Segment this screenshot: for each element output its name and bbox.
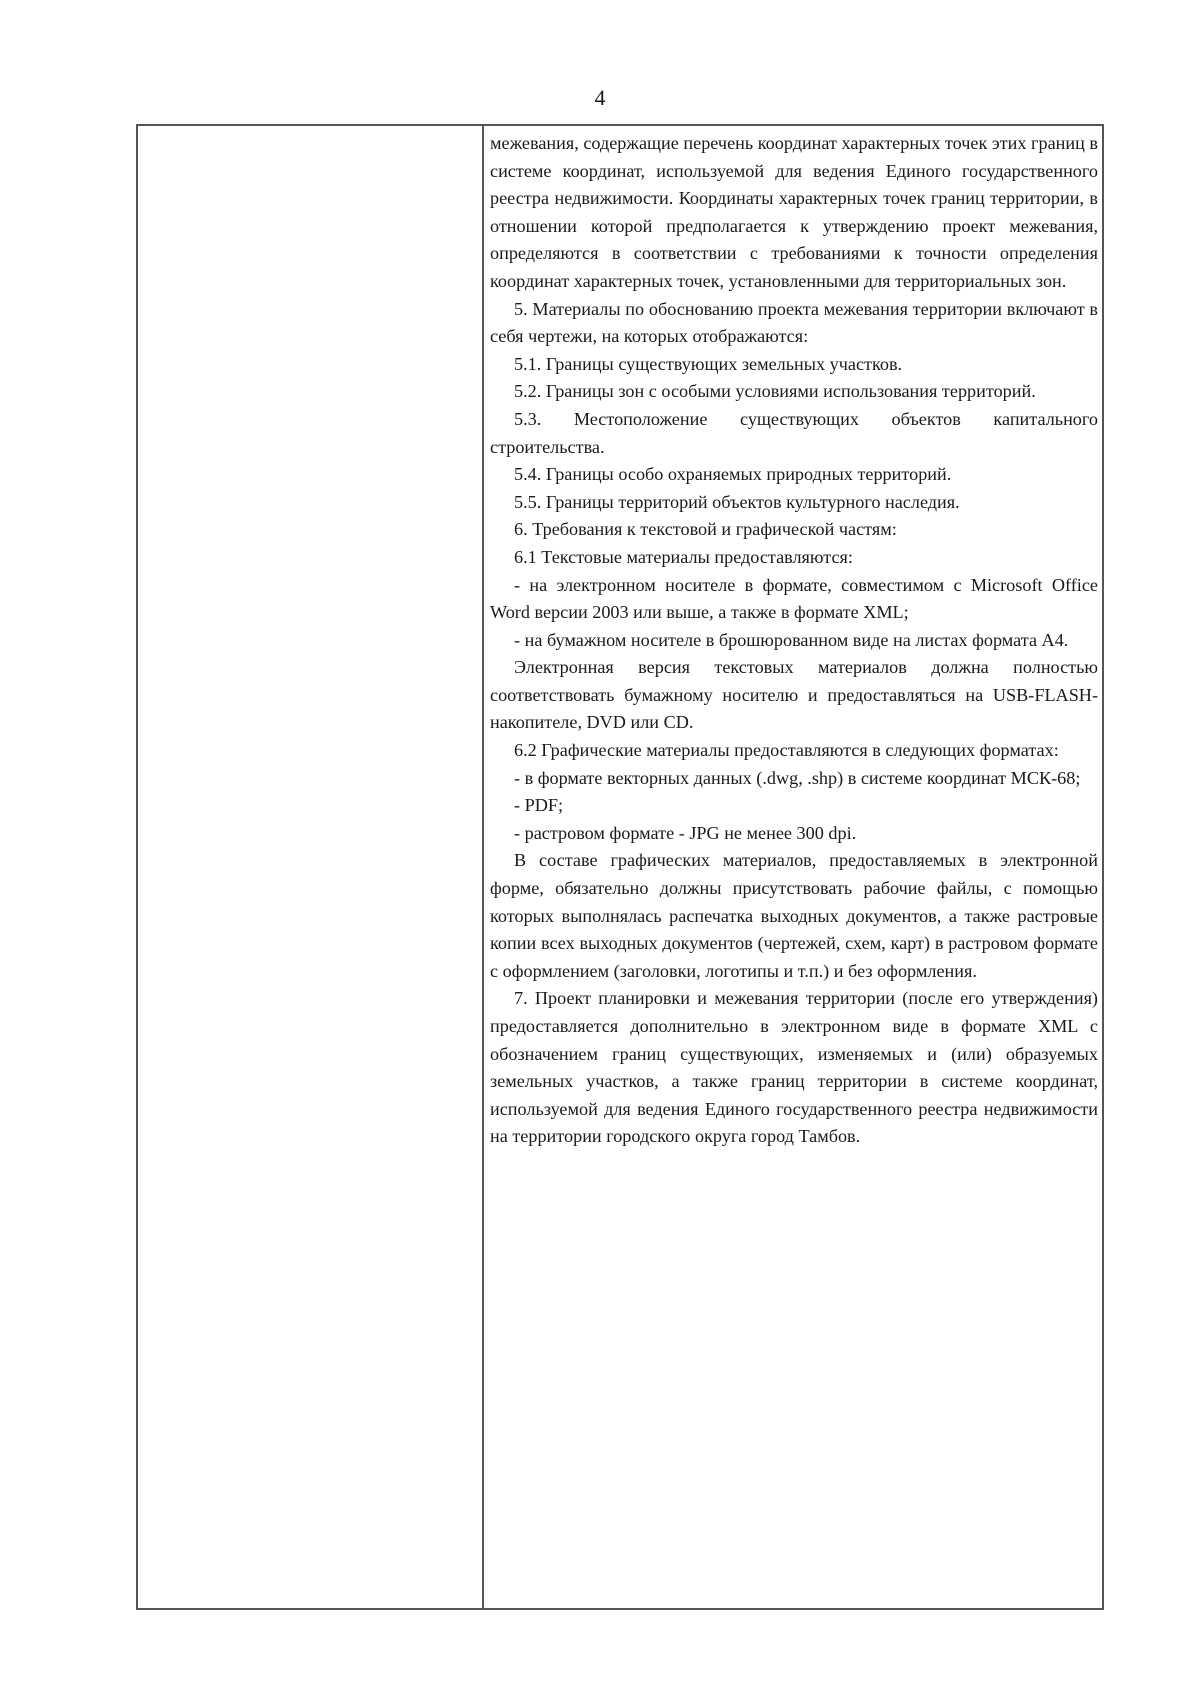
paragraph: 6.1 Текстовые материалы предоставляются:: [514, 546, 853, 567]
paragraph: 6.2 Графические материалы предоставляются в следующих форматах:: [514, 740, 1059, 761]
paragraph: 6. Требования к текстовой и графической частям:: [514, 519, 897, 540]
paragraph: Электронная версия текстовых материалов должна полностью соответствовать бумажному носителю и предоставляться на USB-FLASH-накопителе, DVD или CD.: [490, 657, 1098, 733]
table-left-cell: [138, 126, 484, 1608]
paragraph: В составе графических материалов, предоставляемых в электронной форме, обязательно должны присутствовать рабочие файлы, с помощью которых выполнялась распечатка выходных документов, а также растровые копии всех выходных документов (чертежей, схем, карт) в растровом формате с оформлением (заголовки, логотипы и т.п.) и без оформления.: [490, 850, 1098, 981]
paragraph: 5.4. Границы особо охраняемых природных территорий.: [514, 464, 952, 485]
paragraph: - на электронном носителе в формате, совместимом с Microsoft Office Word версии 2003 или выше, а также в формате XML;: [490, 574, 1098, 623]
paragraph: 5.3. Местоположение существующих объектов капитального строительства.: [490, 408, 1098, 457]
paragraph: - PDF;: [514, 795, 564, 816]
paragraph: 5. Материалы по обоснованию проекта межевания территории включают в себя чертежи, на которых отображаются:: [490, 298, 1098, 347]
paragraph: 5.5. Границы территорий объектов культурного наследия.: [514, 491, 960, 512]
paragraph: 5.2. Границы зон с особыми условиями использования территорий.: [514, 381, 1036, 402]
table-right-cell: [484, 126, 1102, 1608]
paragraph: 5.1. Границы существующих земельных участков.: [514, 353, 903, 374]
document-table: [136, 124, 1104, 1610]
paragraph: - на бумажном носителе в брошюрованном виде на листах формата А4.: [514, 629, 1069, 650]
paragraph: - в формате векторных данных (.dwg, .shp) в системе координат МСК-68;: [514, 767, 1081, 788]
page-number: 4: [594, 85, 606, 110]
paragraph: межевания, содержащие перечень координат характерных точек этих границ в системе координат, используемой для ведения Единого государственного реестра недвижимости. Координаты характерных точек границ территории, в отношении которой предполагается к утверждению проект межевания, определяются в соответствии с требованиями к точности определения координат характерных точек, установленными для территориальных зон.: [490, 133, 1098, 291]
paragraph: - растровом формате - JPG не менее 300 dpi.: [514, 822, 857, 843]
paragraph: 7. Проект планировки и межевания территории (после его утверждения) предоставляется дополнительно в электронном виде в формате XML с обозначением границ существующих, изменяемых и (или) образуемых земельных участков, а также границ территории в системе координат, используемой для ведения Единого государственного реестра недвижимости на территории городского округа город Тамбов.: [490, 988, 1098, 1147]
